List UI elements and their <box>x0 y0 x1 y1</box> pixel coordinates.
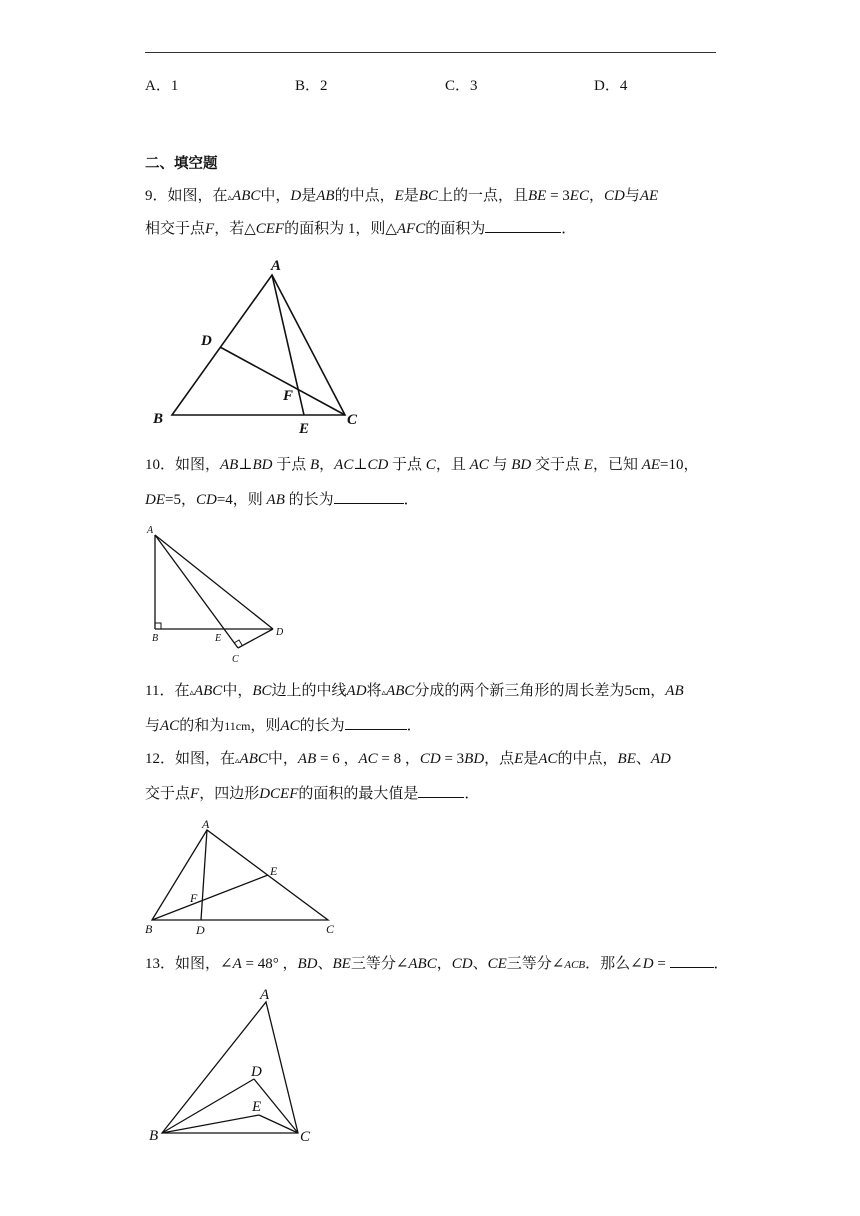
q10-label-c: C <box>232 654 239 665</box>
q9-label-b: B <box>153 411 164 427</box>
option-a[interactable]: A．1 <box>145 78 179 94</box>
option-d[interactable]: D．4 <box>594 78 628 94</box>
q13-label-a: A <box>260 987 270 1003</box>
q12-figure <box>140 813 350 943</box>
q13-label-e: E <box>252 1099 262 1115</box>
q13-answer-blank[interactable] <box>670 953 714 968</box>
q11-line-1: 11．在▵ABC中，BC边上的中线AD将▵ABC分成的两个新三角形的周长差为5cm，AB <box>145 683 684 699</box>
top-divider <box>145 52 716 53</box>
q9-line-1: 9．如图，在▵ABC中，D是AB的中点，E是BC上的一点，且BE = 3EC，CD与AE <box>145 188 659 204</box>
q9-label-d: D <box>201 333 212 349</box>
q9-label-c: C <box>347 412 358 428</box>
q10-label-d: D <box>276 627 284 638</box>
q13-label-d: D <box>251 1064 262 1080</box>
q10-line-2: DE=5，CD=4，则 AB 的长为 ． <box>145 489 419 510</box>
q12-label-c: C <box>326 922 335 936</box>
option-b[interactable]: B．2 <box>295 78 328 94</box>
q12-line-2: 交于点F，四边形DCEF的面积的最大值是 ． <box>145 783 479 804</box>
q12-label-d: D <box>196 923 205 937</box>
q10-label-b: B <box>152 633 159 644</box>
q9-answer-blank[interactable] <box>485 218 561 233</box>
q12-label-a: A <box>202 817 210 831</box>
q13-label-b: B <box>149 1128 159 1144</box>
q12-label-b: B <box>145 922 153 936</box>
q13-figure <box>145 983 325 1153</box>
q11-answer-blank[interactable] <box>345 715 407 730</box>
q10-figure <box>143 520 303 670</box>
q10-label-e: E <box>215 633 222 644</box>
q11-line-2: 与AC的和为11cm，则AC的长为 ． <box>145 715 422 736</box>
q9-line-2: 相交于点F，若△CEF的面积为 1，则△AFC的面积为 ． <box>145 218 576 239</box>
q13-label-c: C <box>300 1129 311 1145</box>
q10-line-1: 10．如图，AB⊥BD 于点 B，AC⊥CD 于点 C，且 AC 与 BD 交于点 E，已知 AE=10， <box>145 457 699 473</box>
q9-label-a: A <box>271 258 282 274</box>
q10-answer-blank[interactable] <box>334 489 404 504</box>
q9-label-e: E <box>299 421 310 437</box>
q9-figure <box>148 252 368 442</box>
q9-label-f: F <box>283 388 294 404</box>
q12-label-e: E <box>270 864 278 878</box>
q10-label-a: A <box>147 525 154 536</box>
q13-line-1: 13．如图，∠A = 48° ，BD、BE三等分∠ABC，CD、CE三等分∠ACB．那么∠D = ． <box>145 953 729 975</box>
q12-answer-blank[interactable] <box>418 783 464 798</box>
q12-label-f: F <box>190 891 198 905</box>
section-heading: 二、填空题 <box>145 156 218 172</box>
q12-line-1: 12．如图，在▵ABC中，AB = 6 ，AC = 8 ，CD = 3BD，点E是AC的中点，BE、AD <box>145 751 671 767</box>
option-c[interactable]: C．3 <box>445 78 478 94</box>
